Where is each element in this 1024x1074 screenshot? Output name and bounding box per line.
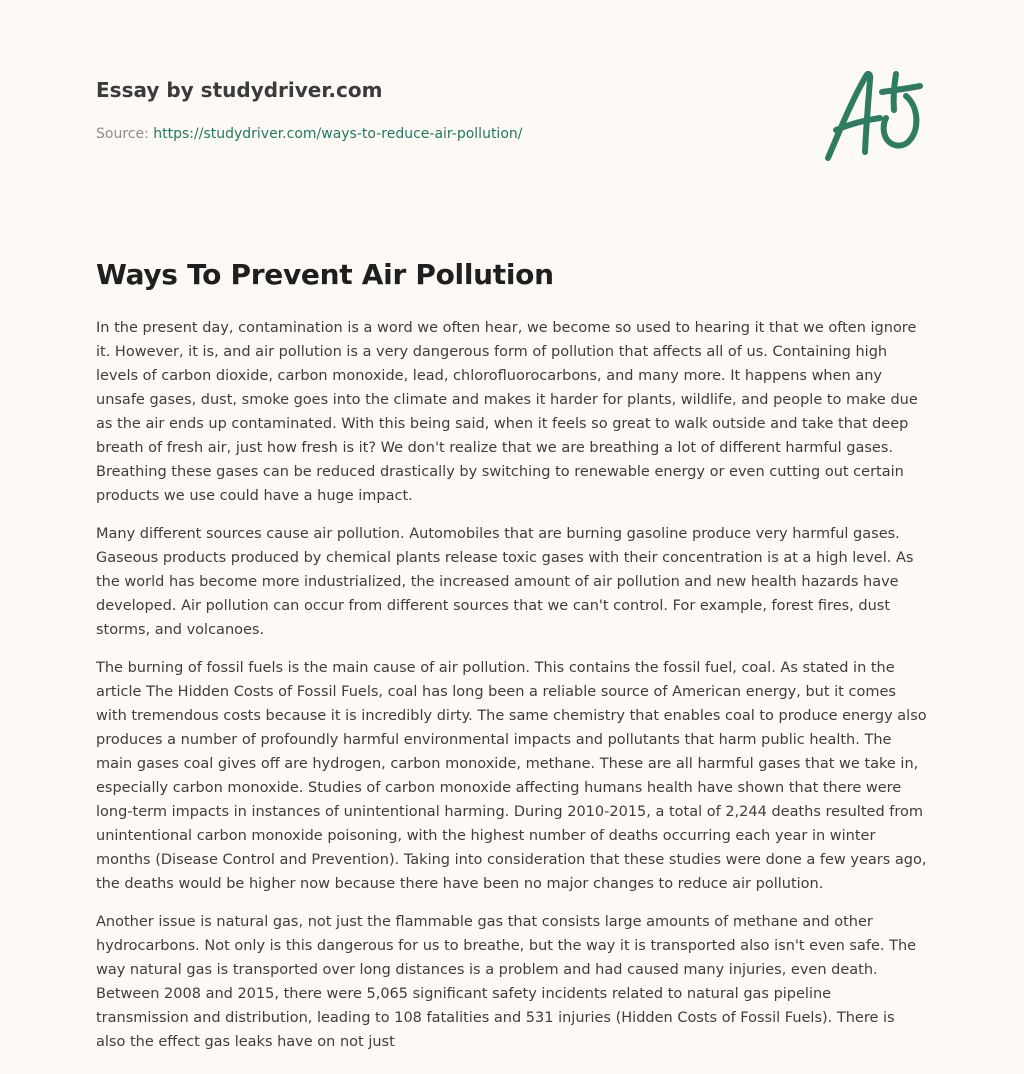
a-plus-logo-icon: [822, 66, 926, 166]
source-link[interactable]: https://studydriver.com/ways-to-reduce-air-pollution/: [153, 126, 523, 142]
essay-title: Ways To Prevent Air Pollution: [96, 258, 554, 291]
essay-body: [96, 316, 928, 1068]
essay-paragraph: Another issue is natural gas, not just the flammable gas that consists large amounts of methane and other hydrocarbons. Not only is this dangerous for us to breathe, but the way it is transported also isn't even safe. The way natural gas is transported over long distances is a problem and had caused many injuries, even death. Between 2008 and 2015, there were 5,065 significant safety incidents related to natural gas pipeline transmission and distribution, leading to 108 fatalities and 531 injuries (Hidden Costs of Fossil Fuels). There is also the effect gas leaks have on not just: [96, 914, 917, 1050]
site-brand: Essay by studydriver.com: [96, 78, 383, 102]
source-line: [96, 124, 816, 144]
essay-paragraph: The burning of fossil fuels is the main cause of air pollution. This contains the fossil fuel, coal. As stated in the article The Hidden Costs of Fossil Fuels, coal has long been a reliable source of American energy, but it comes with tremendous costs because it is incredibly dirty. The same chemistry that enables coal to produce energy also produces a number of profoundly harmful environmental impacts and pollutants that harm public health. The main gases coal gives off are hydrogen, carbon monoxide, methane. These are all harmful gases that we take in, especially carbon monoxide. Studies of carbon monoxide affecting humans health have shown that there were long-term impacts in instances of unintentional harming. During 2010-2015, a total of 2,244 deaths resulted from unintentional carbon monoxide poisoning, with the highest number of deaths occurring each year in winter months (Disease Control and Prevention). Taking into consideration that these studies were done a few years ago, the deaths would be higher now because there have been no major changes to reduce air pollution.: [96, 660, 927, 892]
page-header: [96, 76, 816, 144]
essay-paragraph: Many different sources cause air pollution. Automobiles that are burning gasoline produce very harmful gases. Gaseous products produced by chemical plants release toxic gases with their concentration is at a high level. As the world has become more industrialized, the increased amount of air pollution and new health hazards have developed. Air pollution can occur from different sources that we can't control. For example, forest fires, dust storms, and volcanoes.: [96, 526, 914, 638]
source-label: Source:: [96, 126, 149, 142]
essay-paragraph: In the present day, contamination is a word we often hear, we become so used to hearing it that we often ignore it. However, it is, and air pollution is a very dangerous form of pollution that affects all of us. Containing high levels of carbon dioxide, carbon monoxide, lead, chlorofluorocarbons, and many more. It happens when any unsafe gases, dust, smoke goes into the climate and makes it harder for plants, wildlife, and people to make due as the air ends up contaminated. With this being said, when it feels so great to walk outside and take that deep breath of fresh air, just how fresh is it? We don't realize that we are breathing a lot of different harmful gases. Breathing these gases can be reduced drastically by switching to renewable energy or even cutting out certain products we use could have a huge impact.: [96, 320, 918, 504]
